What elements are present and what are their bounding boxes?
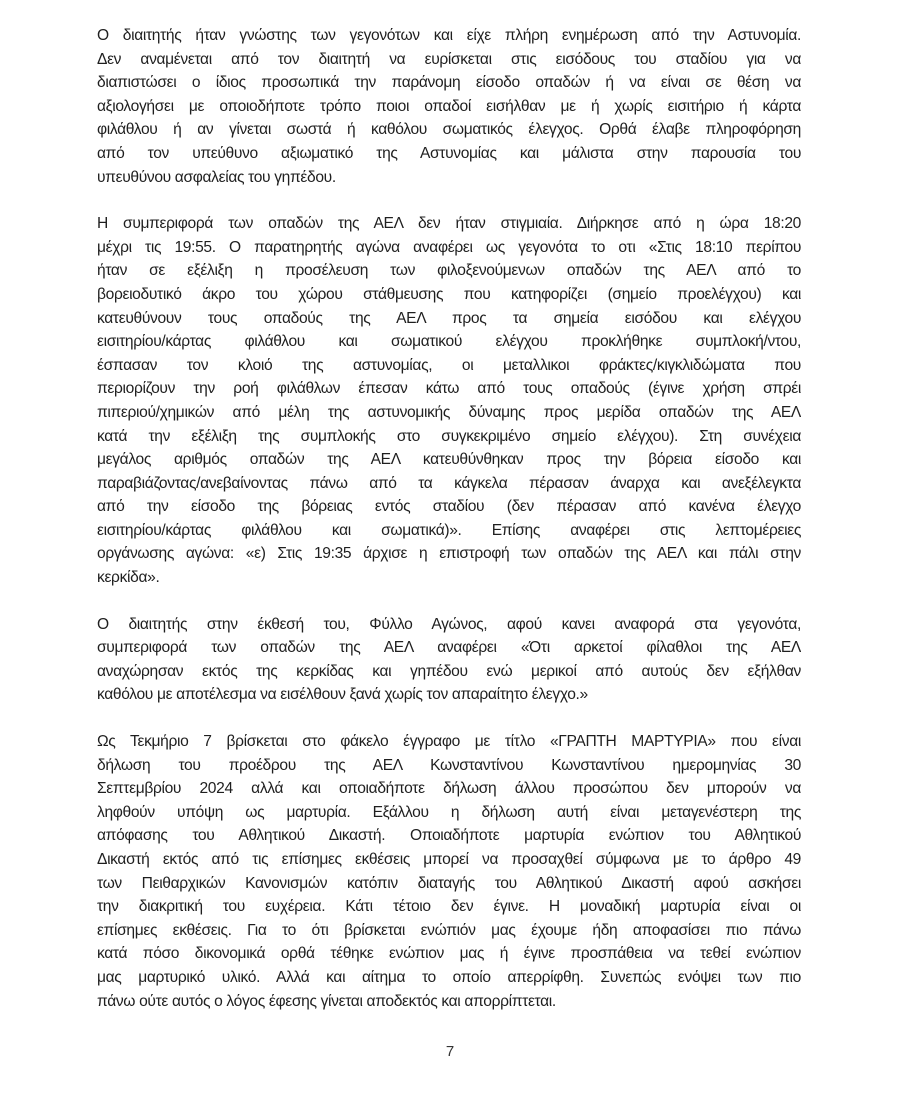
text-line: μας μαρτυρικό υλικό. Αλλά και αίτημα το οποίο απερρίφθη. Συνεπώς ενόψει των πιο <box>97 968 801 986</box>
text-line: φιλάθλου ή αν γίνεται σωστά ή καθόλου σωματικός έλεγχος. Ορθά έλαβε πληροφόρηση <box>97 121 801 139</box>
text-line: Ο διαιτητής ήταν γνώστης των γεγονότων και είχε πλήρη ενημέρωση από την Αστυνομία. <box>97 27 801 44</box>
text-line: των Πειθαρχικών Κανονισμών κατόπιν διαταγής του Αθλητικού Δικαστή αφού ασκήσει <box>97 874 801 892</box>
text-line: παραβιάζοντας/ανεβαίνοντας πάνω από τα κάγκελα πέρασαν άναρχα και ανεξέλεγκτα <box>97 474 801 492</box>
text-line: έσπασαν τον κλοιό της αστυνομίας, οι μεταλλικοι φράκτες/κιγκλιδώματα που <box>97 356 801 374</box>
text-line: πιπεριού/χημικών από μέλη της αστυνομικής δύναμης προς μερίδα οπαδών της ΑΕΛ <box>97 403 801 421</box>
text-line: αξιολογήσει με οποιοδήποτε τρόπο ποιοι οπαδοί εισήλθαν με ή χωρίς εισιτήριο ή κάρτα <box>97 97 801 115</box>
text-line: Ως Τεκμήριο 7 βρίσκεται στο φάκελο έγγραφο με τίτλο «ΓΡΑΠΤΗ ΜΑΡΤΥΡΙΑ» που είναι <box>97 733 801 751</box>
text-line: Σεπτεμβρίου 2024 αλλά και οποιαδήποτε δήλωση άλλου προσώπου δεν μπορούν να <box>97 780 801 798</box>
text-line: από την είσοδο της βόρειας εντός σταδίου (δεν πέρασαν από κανένα έλεγχο <box>97 498 801 516</box>
text-line: περιορίζουν την ροή φιλάθλων έπεσαν κάτω από τους οπαδούς (έγινε χρήση σπρέι <box>97 380 801 398</box>
document-body <box>97 24 801 1036</box>
text-line: κατευθύνουν τους οπαδούς της ΑΕΛ προς τα σημεία εισόδου και ελέγχου <box>97 309 801 327</box>
text-line: μεγάλος αριθμός οπαδών της ΑΕΛ κατευθύνθηκαν προς την βόρεια είσοδο και <box>97 451 801 469</box>
text-line: εισιτηρίου/κάρτας φιλάθλου και σωματικά)». Επίσης αναφέρει στις λεπτομέρειες <box>97 521 801 539</box>
text-line: κατά την εξέλιξη της συμπλοκής στο συγκεκριμένο σημείο ελέγχου). Στη συνέχεια <box>97 427 801 445</box>
paragraph <box>97 613 801 707</box>
page-number: 7 <box>445 1043 455 1060</box>
text-line: πάνω ούτε αυτός ο λόγος έφεσης γίνεται αποδεκτός και απορρίπτεται. <box>97 992 556 1010</box>
text-line: οργάνωσης αγώνα: «ε) Στις 19:35 άρχισε η επιστροφή των οπαδών της ΑΕΛ και πάλι στην <box>97 545 801 563</box>
text-line: ήταν σε εξέλιξη η προσέλευση των φιλοξενούμενων οπαδών της ΑΕΛ από το <box>97 262 801 280</box>
text-line: επίσημες εκθέσεις. Για το ότι βρίσκεται ενώπιόν μας έχουμε ήδη αποφασίσει πιο πάνω <box>97 921 801 939</box>
text-line: κατά πόσο δικονομικά ορθά τέθηκε ενώπιον μας ή έγινε προσπάθεια να τεθεί ενώπιον <box>97 945 801 963</box>
text-line: Ο διαιτητής στην έκθεσή του, Φύλλο Αγώνος, αφού κανει αναφορά στα γεγονότα, <box>97 615 801 633</box>
text-line: απόφασης του Αθλητικού Δικαστή. Οποιαδήποτε μαρτυρία ενώπιον του Αθλητικού <box>97 827 801 845</box>
paragraph <box>97 212 801 590</box>
text-line: συμπεριφορά των οπαδών της ΑΕΛ αναφέρει «Ότι αρκετοί φίλαθλοι της ΑΕΛ <box>97 639 801 657</box>
text-line: Δεν αναμένεται από τον διαιτητή να ευρίσκεται στις εισόδους του σταδίου για να <box>97 50 801 68</box>
text-line: Η συμπεριφορά των οπαδών της ΑΕΛ δεν ήταν στιγμιαία. Διήρκησε από η ώρα 18:20 <box>97 215 801 233</box>
text-line: βορειοδυτικό άκρο του χώρου στάθμευσης που κατηφορίζει (σημείο προελέγχου) και <box>97 285 801 303</box>
text-line: την διακριτική του ευχέρεια. Κάτι τέτοιο δεν έγινε. Η μοναδική μαρτυρία είναι οι <box>97 898 801 916</box>
text-line: ληφθούν υπόψη ως μαρτυρία. Εξάλλου η δήλωση αυτή είναι μεταγενέστερη της <box>97 803 801 821</box>
text-line: υπευθύνου ασφαλείας του γηπέδου. <box>97 168 336 186</box>
text-line: εισιτηρίου/κάρτας φιλάθλου και σωματικού ελέγχου προκλήθηκε συμπλοκή/ντου, <box>97 333 801 351</box>
text-line: διαπιστώσει ο ίδιος προσωπικά την παράνομη είσοδο οπαδών ή να είναι σε θέση να <box>97 74 801 92</box>
paragraph <box>97 730 801 1013</box>
text-line: μέχρι τις 19:55. Ο παρατηρητής αγώνα αναφέρει ως γεγονότα το οτι «Στις 18:10 περίπου <box>97 238 801 256</box>
paragraph <box>97 24 801 189</box>
text-line: αναχώρησαν εκτός της κερκίδας και γηπέδου ενώ μερικοί από αυτούς δεν εξήλθαν <box>97 662 801 680</box>
text-line: καθόλου με αποτέλεσμα να εισέλθουν ξανά χωρίς τον απαραίτητο έλεγχο.» <box>97 686 588 704</box>
text-line: δήλωση του προέδρου της ΑΕΛ Κωνσταντίνου Κωνσταντίνου ημερομηνίας 30 <box>97 756 801 774</box>
text-line: κερκίδα». <box>97 569 160 587</box>
text-line: από τον υπεύθυνο αξιωματικό της Αστυνομίας και μάλιστα στην παρουσία του <box>97 144 801 162</box>
text-line: Δικαστή εκτός από τις επίσημες εκθέσεις μπορεί να προσαχθεί σύμφωνα με το άρθρο 49 <box>97 851 801 868</box>
